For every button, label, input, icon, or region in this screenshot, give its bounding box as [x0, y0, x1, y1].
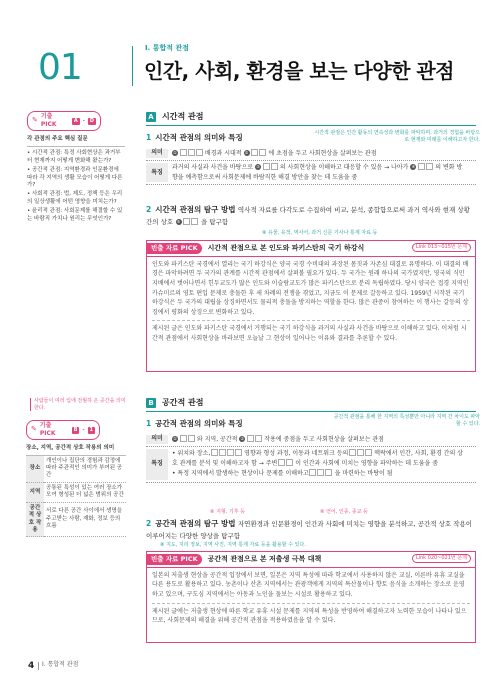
pick-card-b	[146, 551, 476, 643]
row-head: 특징	[146, 163, 168, 182]
sidebar-item: • 윤리적 관점: 사회문제를 해결할 수 있는 바람직 가치나 원리는 무엇인가?	[27, 208, 123, 223]
pick-badge: 빈출 자료 PICK	[147, 243, 202, 254]
table-row	[26, 502, 126, 537]
card-title: 시간적 관점으로 본 인도와 파키스탄의 국기 하강식	[207, 243, 365, 252]
chapter-title: 인간, 사회, 환경을 보는 다양한 관점	[144, 59, 454, 83]
table-row	[146, 433, 476, 447]
row-body: • 위치와 장소, 영향과 형성 과정, 이동과 네트워크 등의 맥락에서 인간, 사회, 환경 간의 상호 관계를 분석 및 이해하고자 함 → 주변 이 인간과 사회에 미치는 영향을 파악하는 데 도움을 줌 • 특정 지역에서 발생하는 현상이나 문제를 이해하고 을 마련하는 바탕이 됨	[172, 450, 463, 478]
sidebar-item: • 사회적 관점: 법, 제도, 정책 등은 우리의 일상생활에 어떤 영향을 미치는가?	[27, 191, 123, 206]
hint-left: ⑧ 지형, 기후 등	[210, 509, 245, 515]
section-b-header	[146, 398, 203, 409]
pencil-icon: ✎	[32, 116, 38, 125]
question-title: 2 시간적 관점의 탐구 방법 역사적 자료를 다각도로 수집하여 비교, 분석, 종합함으로써 과거 역사와 현재 상황 간의 상호 ⑤ 을 탐구함	[146, 205, 470, 226]
table-row	[146, 161, 476, 185]
row-head: 특징	[146, 449, 168, 480]
row-head: 의미	[146, 435, 168, 444]
section-b-rule	[146, 411, 476, 412]
margin-note: 시간적 관점은 인간 활동의 연속성과 변화를 파악하며, 과거의 경험을 바탕으로 현재와 미래를 이해하고자 한다.	[314, 130, 480, 143]
sidebar-heading: 각 관점의 주요 핵심 질문	[27, 136, 125, 146]
footer-section: Ⅰ. 통합적 관점	[42, 661, 79, 668]
table-row	[26, 482, 126, 502]
chapter-divider	[132, 46, 133, 86]
section-a-header	[146, 112, 203, 123]
pick-card-a	[146, 240, 476, 372]
sidebar-note: 사람들이 여러 입에 전월하 온 공간을 의미한다.	[30, 398, 126, 411]
definition-table	[146, 433, 476, 483]
section-letter: A	[146, 112, 156, 122]
table-row	[26, 456, 126, 483]
pick-tag: B	[73, 426, 78, 433]
link-tag[interactable]: Link 013~015번 문제	[412, 243, 471, 252]
sidebar-pick-box-top	[26, 110, 126, 260]
card-body: 일본의 저출생 현상을 공간적 입장에서 보면, 일본은 지역 특성에 따라 학교에서 사용하지 않은 교실, 이른바 유휴 교실을 다른 용도로 활용하고 있다. 농촌이나 산촌 지역에서는 관광객에게 지역의 특산물이나 향토 음식을 소개하는 장소로 운영하고 있으며, 구도심 지역에서는 아동과 노인을 돌보는 시설로 활용하고 있다.	[152, 571, 465, 598]
pick-tag: D	[89, 117, 94, 124]
card-header	[147, 241, 475, 257]
card-explanation: 제시된 글은 인도와 파키스탄 국경에서 거행되는 국기 하강식을 과거의 사실과 사건을 바탕으로 이해하고 있다. 이처럼 시간적 관점에서 사회현상을 바라보면 오늘날 그 현상이 일어나는 이유와 결과를 추론할 수 있다.	[152, 325, 467, 342]
row-head: 장소	[26, 456, 44, 483]
link-tag[interactable]: Link 020~021번 문제	[412, 554, 471, 563]
card-header	[147, 552, 475, 568]
row-body: 개인이나 집단의 경험과 감정에 따라 주관적인 의미가 부여된 공간	[44, 456, 126, 483]
chapter-subtitle: Ⅰ. 통합적 관점	[145, 44, 189, 52]
pick-tag: A	[73, 117, 78, 124]
page-number: 4	[28, 661, 35, 671]
section-a-rule	[146, 125, 476, 126]
pick-tag: 1	[89, 426, 93, 433]
card-explanation: 제시된 글에는 저출생 현상에 따른 학교 유휴 시설 문제를 지역의 특성을 반영하여 해결하고자 노력한 모습이 나타나 있으므로, 사회문제의 해결을 위해 공간적 관점을 적용하였음을 알 수 있다.	[152, 607, 467, 625]
question-title: 1 공간적 관점의 의미와 특징	[146, 419, 243, 428]
definition-table	[146, 147, 476, 185]
hint-right: ⑧ 언어, 인종, 종교 등	[320, 509, 368, 515]
table-row	[146, 147, 476, 161]
card-body: 인도와 파키스탄 국경에서 열리는 국기 하강식은 양국 국경 수비대의 과장된 몸짓과 자존심 대결로 유명하다. 이 대결의 배경은 파악하려면 두 국가의 관계를 시간적 관점에서 살펴볼 필요가 있다. 두 국가는 원래 하나의 국가였지만, 영국의 식민 지배에서 벗어나면서 힌두교도가 많은 인도와 이슬람교도가 많은 파키스탄으로 분리 독립하였다. 당시 양국은 접경 지역인 카슈미르의 영토 편입 문제로 충돌한 후 세 차례의 전쟁을 겪었고, 지금도 이 문제로 갈등하고 있다. 1959년 시작된 국기 하강식은 두 국가의 대립을 상징하면서도 물리적 충돌을 방지하는 역할을 한다. 많은 관중이 참여하는 이 행사는 갈등의 상징에서 평화의 상징으로 변화하고 있다.	[152, 260, 469, 316]
pick-header: ✎ 기출 PICK A - D	[27, 111, 101, 131]
pencil-icon: ✎	[31, 425, 37, 434]
table-row	[146, 447, 476, 483]
hint-note: ⑧ 유물, 유적, 역사서, 과거 신문 기사나 통계 자료 등	[262, 230, 378, 236]
row-head: 공간적 상호 작용	[26, 502, 44, 537]
sidebar-pick-box-mid	[26, 420, 126, 537]
row-head: 의미	[146, 149, 168, 158]
pick-header: ✎ 기출 PICK B - 1	[26, 420, 100, 440]
section-letter: B	[146, 398, 156, 408]
sidebar-item: • 시간적 관점: 특정 사회현상은 과거부터 현재까지 어떻게 변화해 왔는가?	[27, 149, 121, 164]
row-body: ① 배경과 시대적 ② 에 초점을 두고 사회현상을 살펴보는 관점	[173, 150, 377, 157]
row-body: ① 와 지역, 공간적 ② 작용에 중점을 두고 사회현상을 살펴보는 관점	[173, 436, 384, 443]
pick-badge: 빈출 자료 PICK	[147, 554, 202, 565]
row-body: 공통된 특성이 있는 여러 장소가 모여 형성된 더 넓은 범위의 공간	[44, 482, 126, 502]
card-title: 공간적 관점으로 본 저출생 극복 대책	[207, 554, 322, 563]
footer-divider	[38, 662, 39, 670]
row-head: 지역	[26, 482, 44, 502]
chapter-number: 01	[38, 47, 82, 88]
row-body: 서로 다른 공간 사이에서 생명을 주고받는 사람, 재화, 정보 등의 흐름	[44, 502, 126, 537]
sidebar-table	[26, 456, 126, 538]
row-body: 과거의 사실과 사건을 바탕으로 ③ 의 사회현상을 이해하고 대응할 수 있음 → 나아가 ④ 의 변화 방향을 예측함으로써 사회문제에 바람직한 해결 방안을 찾는 데 도움을 줌	[172, 164, 463, 181]
sidebar-heading: 장소, 지역, 공간적 상호 작용의 의미	[26, 445, 126, 455]
sidebar-item: • 공간적 관점: 지역환경과 인문환경에 따라 각 지역의 생활 모습이 어떻게 다른가?	[27, 166, 123, 189]
section-title: 시간적 관점	[162, 112, 204, 121]
question-title: 1 시간적 관점의 의미와 특징	[146, 133, 243, 142]
question-title: 2 공간적 관점의 탐구 방법 자연환경과 인문환경이 인간과 사회에 미치는 영향을 분석하고, 공간적 상호 작용이 이루어지는 다양한 양상을 탐구함	[146, 519, 473, 540]
margin-note: 공간적 관점을 통해 한 지역의 특성뿐만 아니라 지역 간 차이도 파악할 수 있다.	[333, 414, 480, 427]
hint-note: ⑧ 지도, 지리 정보, 지역 사진, 지역 통계 자료 등을 활용할 수 있다.	[160, 542, 306, 548]
section-title: 공간적 관점	[162, 398, 204, 407]
